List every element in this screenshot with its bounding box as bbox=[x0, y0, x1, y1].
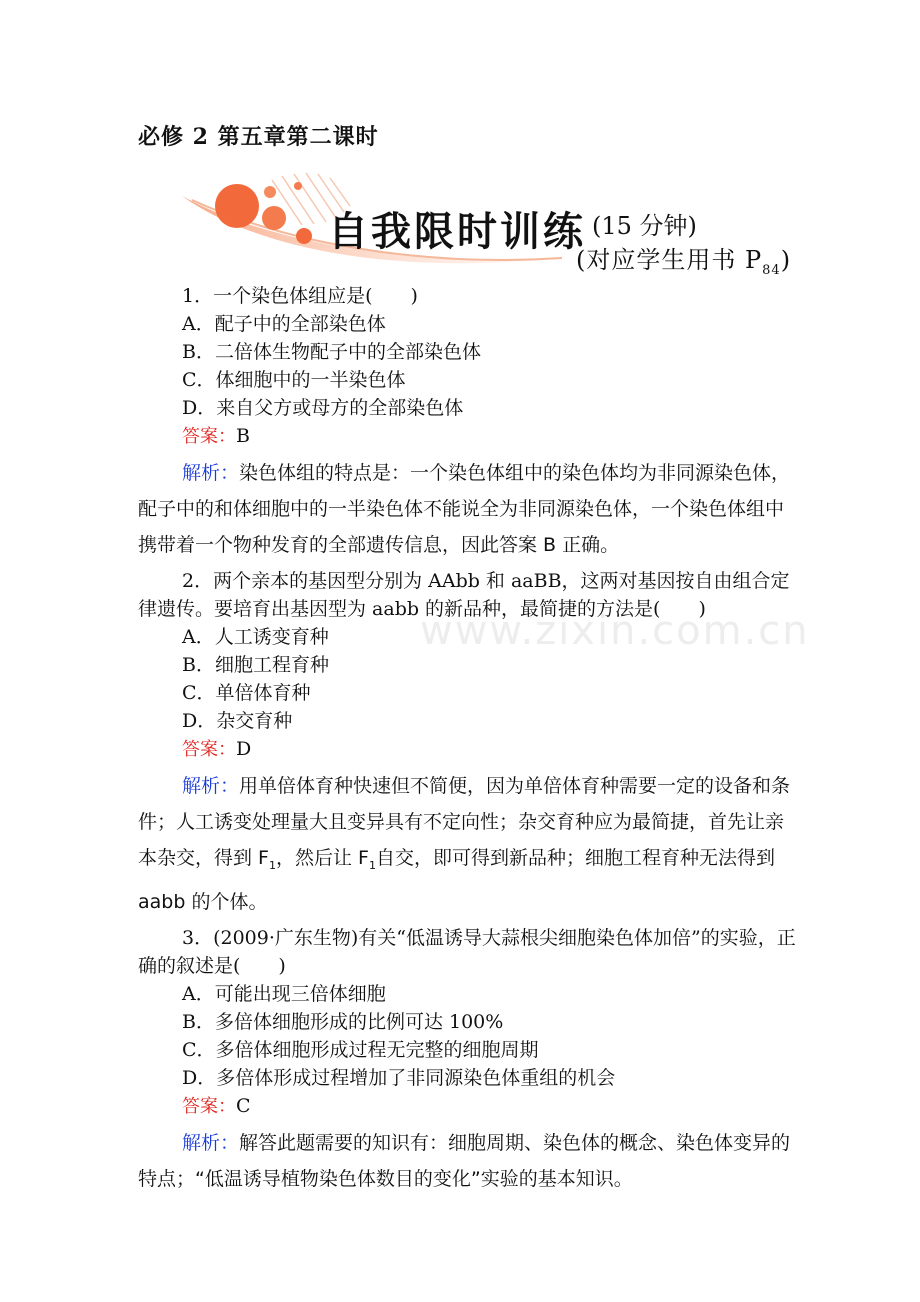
explanation bbox=[138, 768, 798, 920]
answer-line bbox=[138, 735, 798, 764]
orange-dot-icon bbox=[296, 228, 312, 244]
question-3 bbox=[138, 924, 798, 1197]
subscript: 1 bbox=[368, 858, 376, 872]
option-d: D．来自父方或母方的全部染色体 bbox=[182, 397, 464, 419]
answer-label: 答案： bbox=[182, 1095, 236, 1117]
question-1 bbox=[138, 282, 798, 563]
option-d: D．杂交育种 bbox=[182, 710, 293, 732]
explanation-text: 用单倍体育种快速但不简便，因为单倍体育种需要一定的设备和条件；人工诱变处理量大且变异具有不定向性；杂交育种应为最简捷，首先让亲本杂交，得到 F bbox=[138, 775, 791, 869]
question-stem: 1．一个染色体组应是( ) bbox=[182, 285, 418, 307]
page-title: 必修 2 第五章第二课时 bbox=[138, 124, 379, 150]
answer-value: D bbox=[236, 738, 252, 760]
question-stem: 2．两个亲本的基因型分别为 AAbb 和 aaBB，这两对基因按自由组合定律遗传。要培育出基因型为 aabb 的新品种，最简捷的方法是( ) bbox=[138, 570, 790, 620]
explanation-label: 解析： bbox=[182, 462, 240, 484]
answer-value: B bbox=[236, 425, 250, 447]
option-b: B．二倍体生物配子中的全部染色体 bbox=[182, 341, 481, 363]
explanation bbox=[138, 1125, 798, 1197]
answer-value: C bbox=[236, 1094, 251, 1117]
section-banner bbox=[182, 170, 832, 280]
option-b: B．多倍体细胞形成的比例可达 100% bbox=[182, 1010, 504, 1033]
option-a: A．配子中的全部染色体 bbox=[182, 313, 386, 335]
answer-label: 答案： bbox=[182, 739, 236, 760]
explanation-text: ，然后让 F bbox=[275, 847, 369, 869]
option-b: B．细胞工程育种 bbox=[182, 654, 329, 676]
option-c: C．体细胞中的一半染色体 bbox=[182, 369, 406, 391]
banner-time: (15 分钟) bbox=[592, 212, 697, 240]
option-c: C．多倍体细胞形成过程无完整的细胞周期 bbox=[182, 1038, 539, 1061]
orange-dot-icon bbox=[264, 186, 276, 198]
option-grid bbox=[138, 623, 798, 735]
option-c: C．单倍体育种 bbox=[182, 682, 311, 704]
question-2 bbox=[138, 567, 798, 920]
question-stem: 3．(2009·广东生物)有关“低温诱导大蒜根尖细胞染色体加倍”的实验，正确的叙述是( ) bbox=[138, 926, 796, 977]
banner-title: 自我限时训练 bbox=[328, 209, 586, 255]
explanation-text: 自交，即可得到新品种；细胞工程育种无法得到 aabb 的个体。 bbox=[138, 847, 775, 913]
explanation-text: 染色体组的特点是：一个染色体组中的染色体均为非同源染色体，配子中的和体细胞中的一半染色体不能说全为非同源染色体，一个染色体组中携带着一个物种发育的全部遗传信息，因此答案 B 正确。 bbox=[138, 462, 791, 556]
option-a: A．人工诱变育种 bbox=[182, 626, 329, 648]
explanation-label: 解析： bbox=[182, 775, 240, 797]
orange-dot-icon bbox=[294, 182, 302, 190]
answer-line bbox=[138, 1092, 798, 1121]
explanation bbox=[138, 455, 798, 563]
option-d: D．多倍体形成过程增加了非同源染色体重组的机会 bbox=[182, 1066, 616, 1089]
question-list bbox=[138, 282, 798, 1201]
answer-label: 答案： bbox=[182, 426, 236, 447]
watermark: www.zixin.com.cn bbox=[420, 608, 810, 654]
orange-dot-icon bbox=[215, 184, 259, 228]
explanation-text: 解答此题需要的知识有：细胞周期、染色体的概念、染色体变异的特点；“低温诱导植物染色体数目的变化”实验的基本知识。 bbox=[138, 1131, 791, 1190]
option-a: A．可能出现三倍体细胞 bbox=[182, 982, 386, 1005]
orange-dot-icon bbox=[262, 206, 286, 230]
subscript: 1 bbox=[268, 858, 276, 872]
answer-line bbox=[138, 422, 798, 451]
explanation-label: 解析： bbox=[182, 1131, 240, 1154]
banner-reference: (对应学生用书 $P_{84}$) bbox=[576, 246, 792, 278]
